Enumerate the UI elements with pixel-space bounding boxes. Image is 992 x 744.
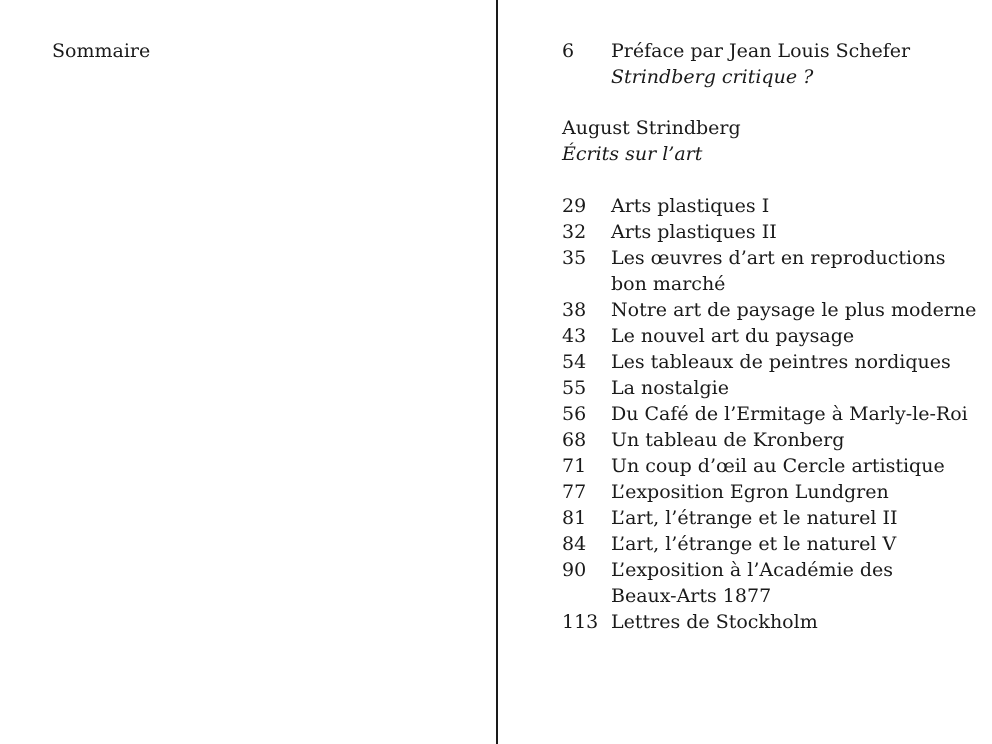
toc-entries-list bbox=[562, 193, 982, 635]
toc-entry-title bbox=[611, 531, 982, 557]
toc-entry bbox=[562, 479, 982, 505]
toc-entry bbox=[562, 401, 982, 427]
part-heading bbox=[562, 115, 741, 167]
toc-entry-title-line: Notre art de paysage le plus moderne bbox=[611, 299, 977, 321]
toc-entry-title bbox=[611, 375, 982, 401]
preface-subtitle: Strindberg critique ? bbox=[611, 66, 814, 88]
toc-entry-title bbox=[611, 297, 982, 323]
toc-entry-title bbox=[611, 609, 982, 635]
toc-entry-page-number: 113 bbox=[562, 611, 599, 633]
contents-heading: Sommaire bbox=[52, 40, 151, 62]
toc-entry bbox=[562, 557, 982, 609]
toc-entry bbox=[562, 219, 982, 245]
toc-entry-title-line: L’art, l’étrange et le naturel V bbox=[611, 533, 897, 555]
toc-entry bbox=[562, 245, 982, 297]
toc-entry-page-number: 81 bbox=[562, 507, 587, 529]
toc-entry bbox=[562, 505, 982, 531]
toc-entry-title-line: Du Café de l’Ermitage à Marly-le-Roi bbox=[611, 403, 968, 425]
toc-entry-title-line: L’exposition Egron Lundgren bbox=[611, 481, 889, 503]
toc-entry bbox=[562, 193, 982, 219]
toc-entry-title-line: Les tableaux de peintres nordiques bbox=[611, 351, 951, 373]
preface-title: Préface par Jean Louis Schefer bbox=[611, 40, 911, 62]
toc-entry bbox=[562, 349, 982, 375]
toc-entry-title-line: bon marché bbox=[611, 273, 726, 295]
toc-entry-title bbox=[611, 427, 982, 453]
toc-entry bbox=[562, 609, 982, 635]
toc-entry bbox=[562, 297, 982, 323]
toc-entry-title bbox=[611, 245, 982, 297]
toc-entry-page-number: 71 bbox=[562, 455, 587, 477]
toc-entry-title-line: Un coup d’œil au Cercle artistique bbox=[611, 455, 945, 477]
right-page bbox=[498, 0, 992, 744]
toc-entry-page-number: 35 bbox=[562, 247, 587, 269]
toc-entry-title-line: Beaux-Arts 1877 bbox=[611, 585, 772, 607]
toc-entry-page-number: 84 bbox=[562, 533, 587, 555]
toc-entry-page-number: 54 bbox=[562, 351, 587, 373]
toc-entry-page-number: 90 bbox=[562, 559, 587, 581]
toc-entry-page-number: 77 bbox=[562, 481, 587, 503]
toc-entry-page-number: 56 bbox=[562, 403, 587, 425]
toc-entry-page-number: 32 bbox=[562, 221, 587, 243]
toc-entry bbox=[562, 323, 982, 349]
toc-entry-title-line: Arts plastiques II bbox=[611, 221, 777, 243]
part-author: August Strindberg bbox=[562, 117, 741, 139]
toc-entry bbox=[562, 453, 982, 479]
toc-entry-title-line: Arts plastiques I bbox=[611, 195, 770, 217]
preface-page-number: 6 bbox=[562, 40, 575, 62]
toc-entry-title bbox=[611, 349, 982, 375]
part-title: Écrits sur l’art bbox=[562, 143, 703, 165]
toc-entry-title-line: Le nouvel art du paysage bbox=[611, 325, 855, 347]
toc-entry-title bbox=[611, 453, 982, 479]
toc-entry-page-number: 68 bbox=[562, 429, 587, 451]
toc-entry bbox=[562, 375, 982, 401]
toc-entry-title-line: La nostalgie bbox=[611, 377, 729, 399]
toc-entry-title-line: L’art, l’étrange et le naturel II bbox=[611, 507, 898, 529]
toc-entry-page-number: 29 bbox=[562, 195, 587, 217]
toc-entry-page-number: 38 bbox=[562, 299, 587, 321]
toc-entry-title-line: L’exposition à l’Académie des bbox=[611, 559, 894, 581]
toc-entry-title bbox=[611, 505, 982, 531]
toc-entry-page-number: 43 bbox=[562, 325, 587, 347]
toc-entry-title-line: Les œuvres d’art en reproductions bbox=[611, 247, 946, 269]
toc-entry-title bbox=[611, 401, 982, 427]
preface-entry bbox=[562, 38, 982, 90]
toc-entry-title bbox=[611, 479, 982, 505]
toc-entry bbox=[562, 531, 982, 557]
toc-entry-title bbox=[611, 219, 982, 245]
toc-entry-title bbox=[611, 557, 982, 609]
toc-entry-page-number: 55 bbox=[562, 377, 587, 399]
toc-entry-title bbox=[611, 323, 982, 349]
toc-entry-title-line: Un tableau de Kronberg bbox=[611, 429, 845, 451]
toc-entry-title bbox=[611, 193, 982, 219]
toc-entry-title-line: Lettres de Stockholm bbox=[611, 611, 818, 633]
toc-entry bbox=[562, 427, 982, 453]
